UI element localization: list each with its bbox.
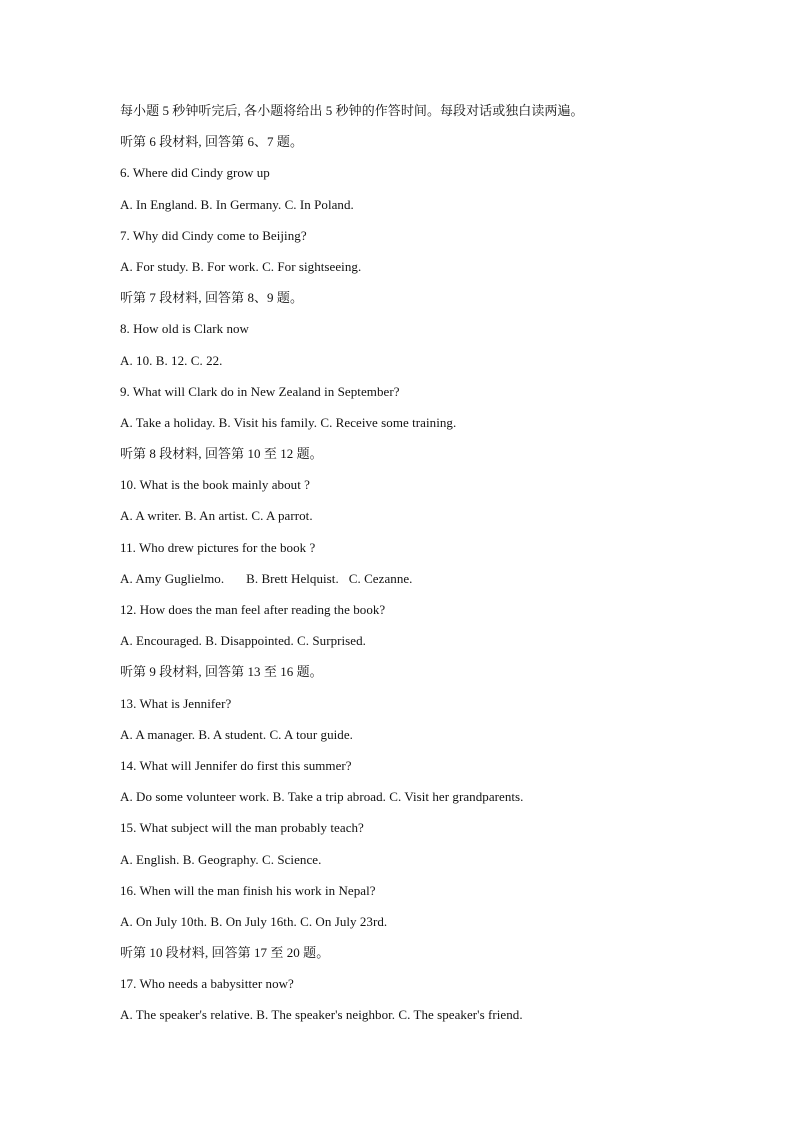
options-17: A. The speaker's relative. B. The speaker's neighbor. C. The speaker's friend.: [120, 1007, 523, 1023]
options-12: A. Encouraged. B. Disappointed. C. Surprised.: [120, 633, 366, 649]
options-6: A. In England. B. In Germany. C. In Poland.: [120, 196, 354, 212]
section-heading-9: 听第 9 段材料, 回答第 13 至 16 题。: [120, 664, 323, 680]
section-heading-8: 听第 8 段材料, 回答第 10 至 12 题。: [120, 446, 323, 462]
option-11-b: B. Brett Helquist.: [246, 570, 339, 586]
options-11: [120, 568, 720, 599]
options-8: A. 10. B. 12. C. 22.: [120, 352, 223, 368]
question-10: 10. What is the book mainly about ?: [120, 477, 310, 493]
options-7: A. For study. B. For work. C. For sightseeing.: [120, 258, 362, 274]
option-11-c: C. Cezanne.: [348, 570, 413, 586]
listening-section: [120, 100, 720, 1036]
option-11-a: A. Amy Guglielmo.: [120, 570, 225, 586]
question-9: 9. What will Clark do in New Zealand in September?: [120, 383, 400, 399]
question-7: 7. Why did Cindy come to Beijing?: [120, 227, 307, 243]
section-heading-6: 听第 6 段材料, 回答第 6、7 题。: [120, 134, 303, 150]
question-14: 14. What will Jennifer do first this summer?: [120, 757, 352, 773]
options-13: A. A manager. B. A student. C. A tour guide.: [120, 726, 353, 742]
options-9: A. Take a holiday. B. Visit his family. C. Receive some training.: [120, 414, 457, 430]
question-11: 11. Who drew pictures for the book ?: [120, 539, 316, 555]
question-13: 13. What is Jennifer?: [120, 695, 232, 711]
options-14: A. Do some volunteer work. B. Take a trip abroad. C. Visit her grandparents.: [120, 789, 524, 805]
options-16: A. On July 10th. B. On July 16th. C. On July 23rd.: [120, 913, 388, 929]
section-heading-10: 听第 10 段材料, 回答第 17 至 20 题。: [120, 945, 330, 961]
question-6: 6. Where did Cindy grow up: [120, 165, 270, 181]
question-8: 8. How old is Clark now: [120, 321, 249, 337]
section-instructions: 每小题 5 秒钟听完后, 各小题将给出 5 秒钟的作答时间。每段对话或独白读两遍。: [120, 103, 584, 118]
options-15: A. English. B. Geography. C. Science.: [120, 851, 322, 867]
section-heading-7: 听第 7 段材料, 回答第 8、9 题。: [120, 290, 303, 306]
options-10: A. A writer. B. An artist. C. A parrot.: [120, 508, 313, 524]
question-16: 16. When will the man finish his work in Nepal?: [120, 882, 376, 898]
question-12: 12. How does the man feel after reading the book?: [120, 602, 386, 617]
question-17: 17. Who needs a babysitter now?: [120, 976, 294, 992]
question-15: 15. What subject will the man probably teach?: [120, 820, 364, 836]
